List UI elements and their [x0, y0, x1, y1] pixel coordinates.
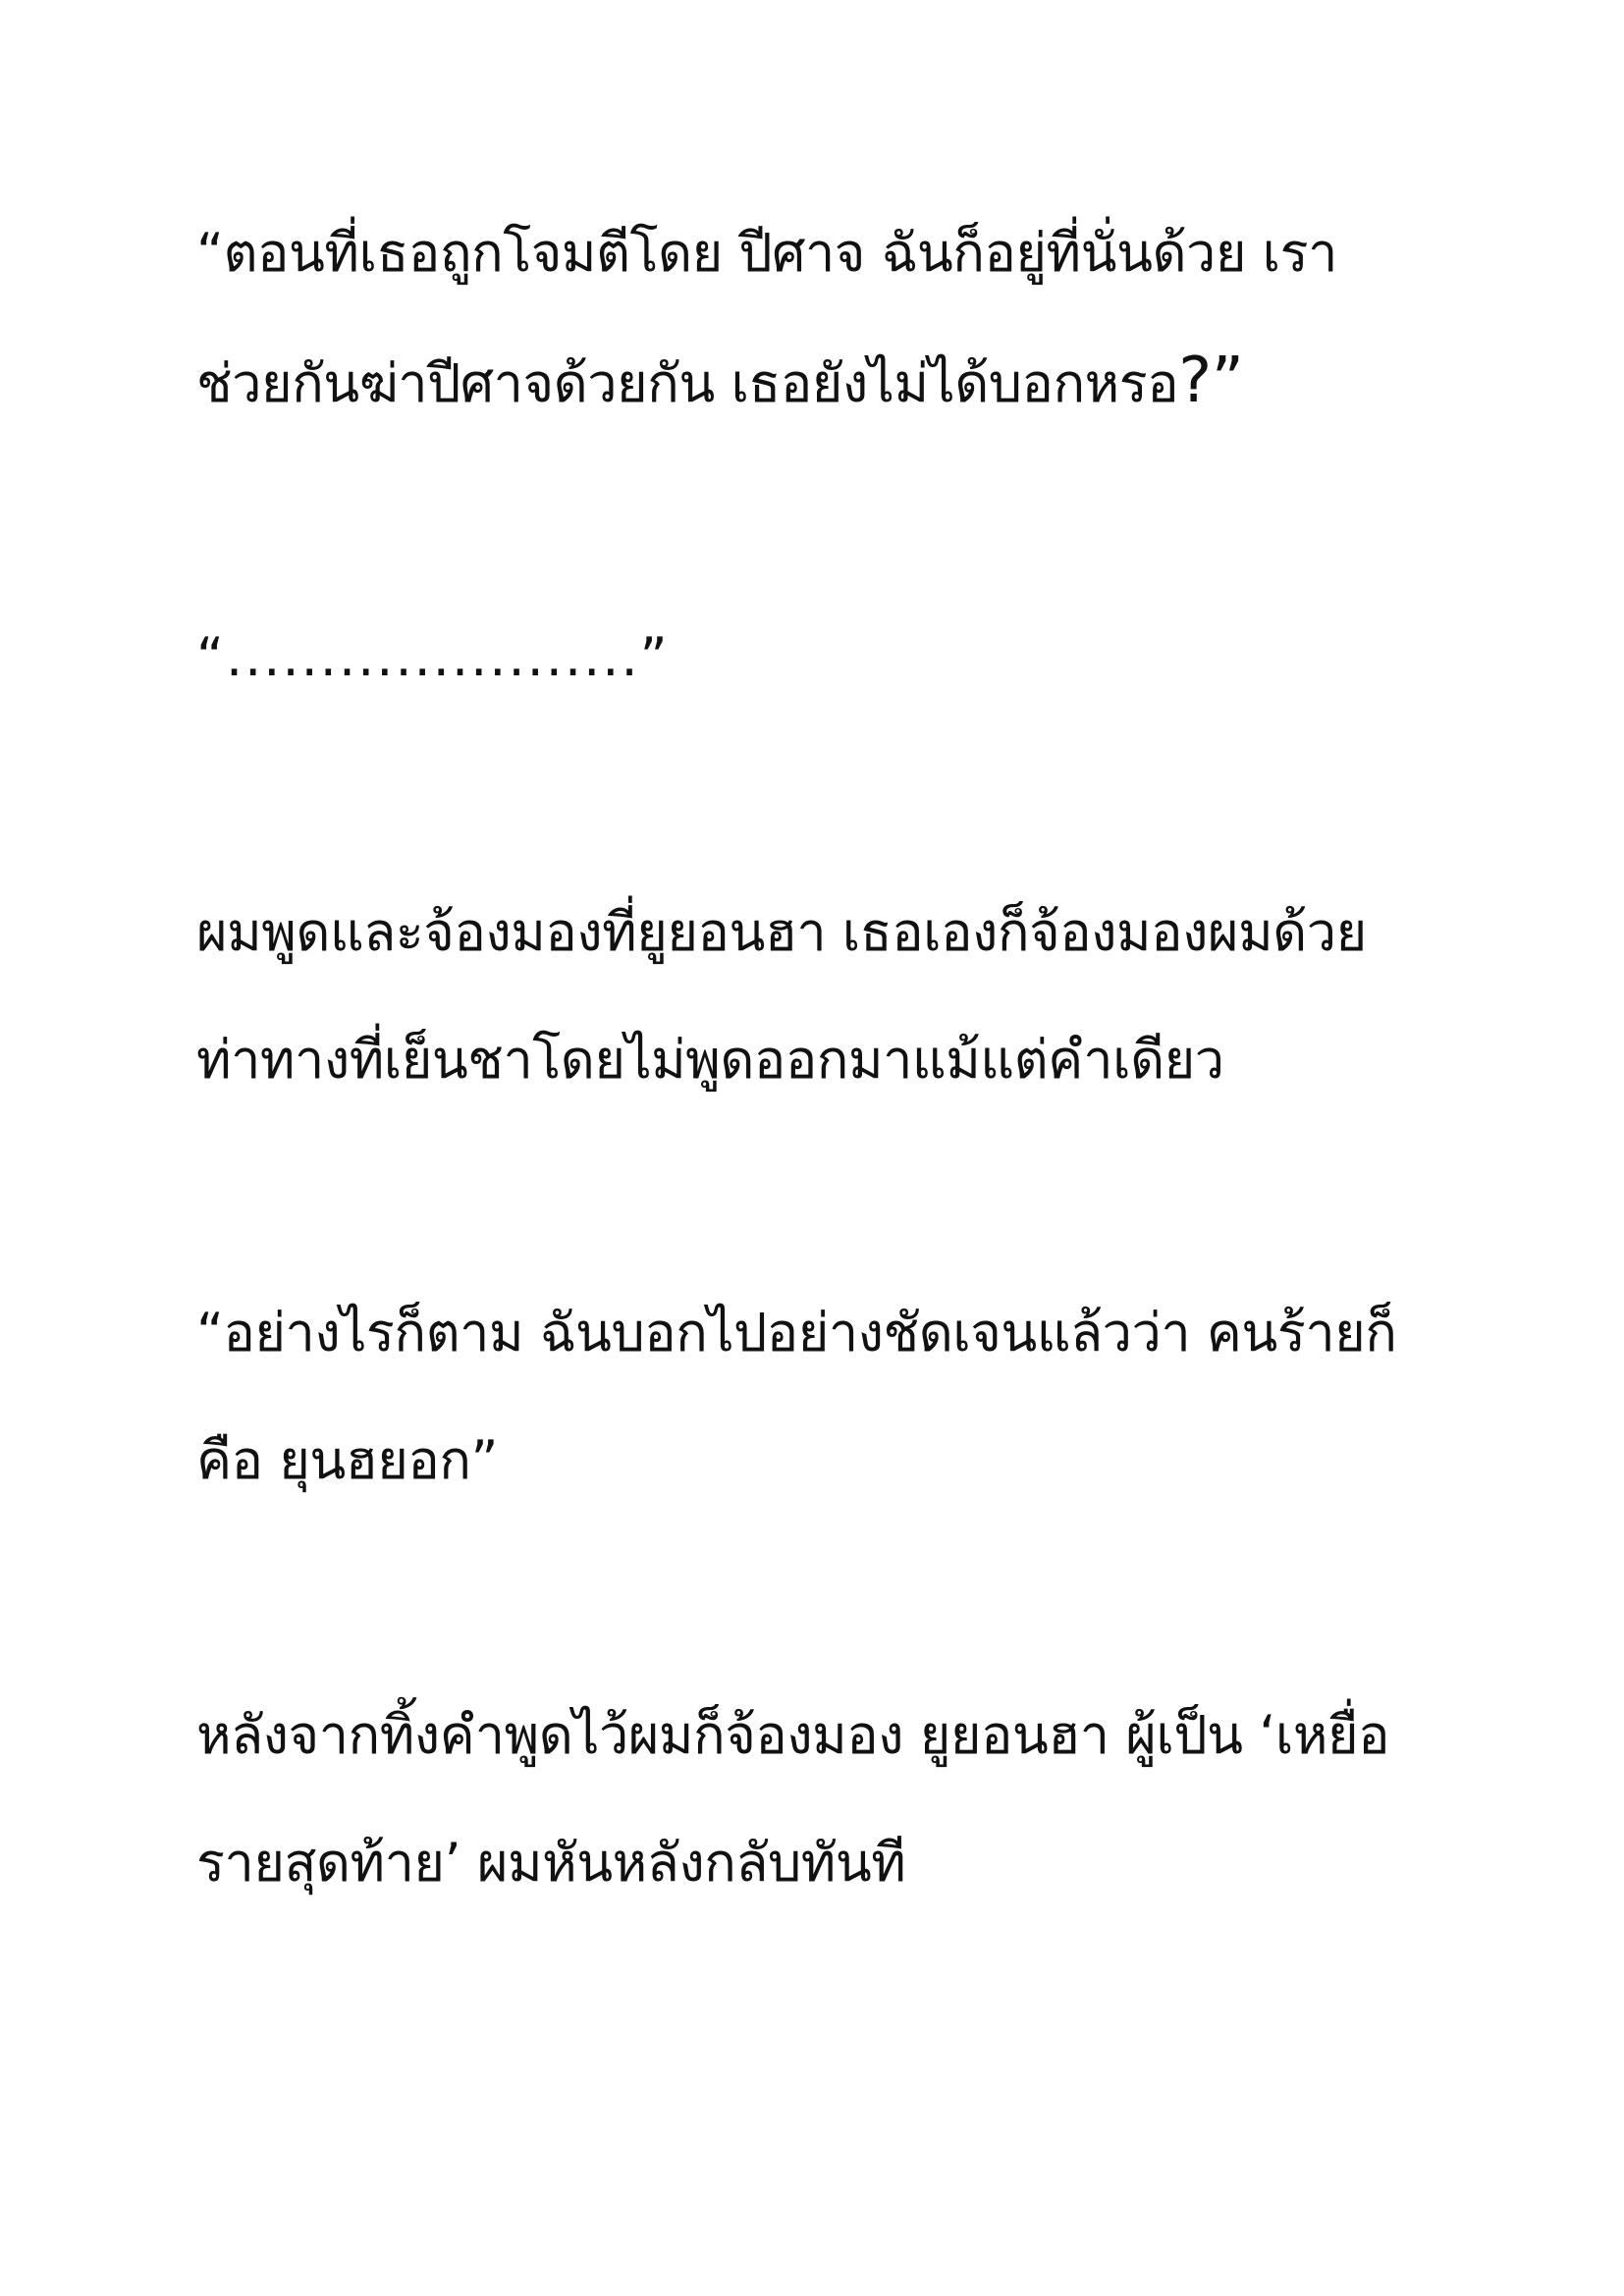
paragraph-5-line-2: รายสุดท้าย’ ผมหันหลังกลับทันที	[196, 1832, 906, 1894]
paragraph-4-line-2: คือ ยุนฮยอก”	[196, 1429, 498, 1491]
paragraph-1-line-2-suffix: ?”	[1178, 345, 1244, 417]
paragraph-1-line-1: “ตอนที่เธอถูกโจมตีโดย ปีศาจ ฉันก็อยู่ที่นั่นด้วย เรา	[196, 222, 1337, 284]
paragraph-3-line-2: ท่าทางที่เย็นชาโดยไม่พูดออกมาแม้แต่คำเดียว	[196, 1029, 1224, 1091]
paragraph-5-line-1: หลังจากทิ้งคำพูดไว้ผมก็จ้องมอง ยูยอนฮา ผู้เป็น ‘เหยื่อ	[196, 1704, 1390, 1766]
paragraph-2-ellipsis: “......................”	[196, 626, 670, 688]
paragraph-3-line-1: ผมพูดและจ้องมองที่ยูยอนฮา เธอเองก็จ้องมองผมด้วย	[196, 901, 1367, 963]
paragraph-4-line-1: “อย่างไรก็ตาม ฉันบอกไปอย่างชัดเจนแล้วว่า คนร้ายก็	[196, 1302, 1397, 1363]
paragraph-1-line-2	[196, 342, 1243, 420]
paragraph-1-line-2-text: ช่วยกันฆ่าปีศาจด้วยกัน เธอยังไม่ได้บอกหรอ	[196, 352, 1179, 414]
